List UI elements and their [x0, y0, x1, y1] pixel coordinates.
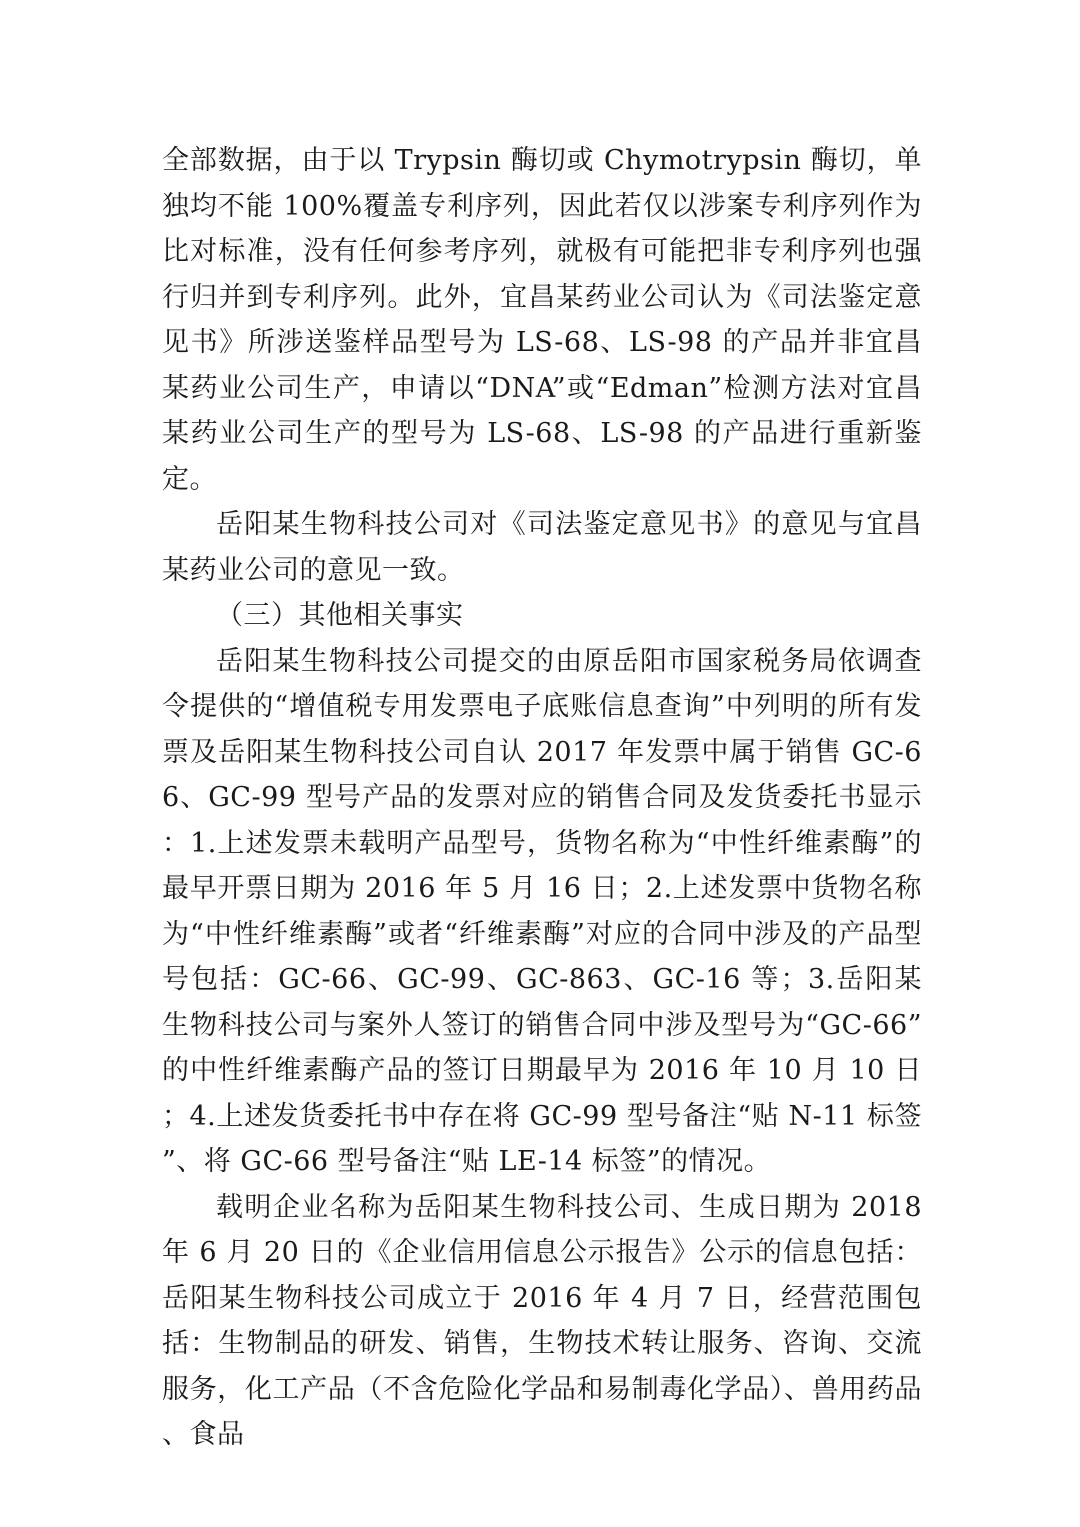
document-body	[162, 138, 922, 1458]
paragraph-3: 岳阳某生物科技公司提交的由原岳阳市国家税务局依调查令提供的“增值税专用发票电子底账信息查询”中列明的所有发票及岳阳某生物科技公司自认 2017 年发票中属于销售 GC-66、GC-99 型号产品的发票对应的销售合同及发货委托书显示：1.上述发票未载明产品型号，货物名称为“中性纤维素酶”的最早开票日期为 2016 年 5 月 16 日；2.上述发票中货物名称为“中性纤维素酶”或者“纤维素酶”对应的合同中涉及的产品型号包括：GC-66、GC-99、GC-863、GC-16 等；3.岳阳某生物科技公司与案外人签订的销售合同中涉及型号为“GC-66”的中性纤维素酶产品的签订日期最早为 2016 年 10 月 10 日；4.上述发货委托书中存在将 GC-99 型号备注“贴 N-11 标签”、将 GC-66 型号备注“贴 LE-14 标签”的情况。	[162, 645, 922, 1177]
paragraph-2: 岳阳某生物科技公司对《司法鉴定意见书》的意见与宜昌某药业公司的意见一致。	[162, 509, 922, 586]
paragraph-4: 载明企业名称为岳阳某生物科技公司、生成日期为 2018 年 6 月 20 日的《企业信用信息公示报告》公示的信息包括：岳阳某生物科技公司成立于 2016 年 4 月 7 日，经营范围包括：生物制品的研发、销售，生物技术转让服务、咨询、交流服务，化工产品（不含危险化学品和易制毒化学品）、兽用药品、食品	[162, 1191, 922, 1450]
paragraph-1: 全部数据，由于以 Trypsin 酶切或 Chymotrypsin 酶切，单独均不能 100%覆盖专利序列，因此若仅以涉案专利序列作为比对标准，没有任何参考序列，就极有可能把非专利序列也强行归并到专利序列。此外，宜昌某药业公司认为《司法鉴定意见书》所涉送鉴样品型号为 LS-68、LS-98 的产品并非宜昌某药业公司生产，申请以“DNA”或“Edman”检测方法对宜昌某药业公司生产的型号为 LS-68、LS-98 的产品进行重新鉴定。	[162, 145, 922, 495]
section-heading: （三）其他相关事实	[216, 600, 464, 631]
